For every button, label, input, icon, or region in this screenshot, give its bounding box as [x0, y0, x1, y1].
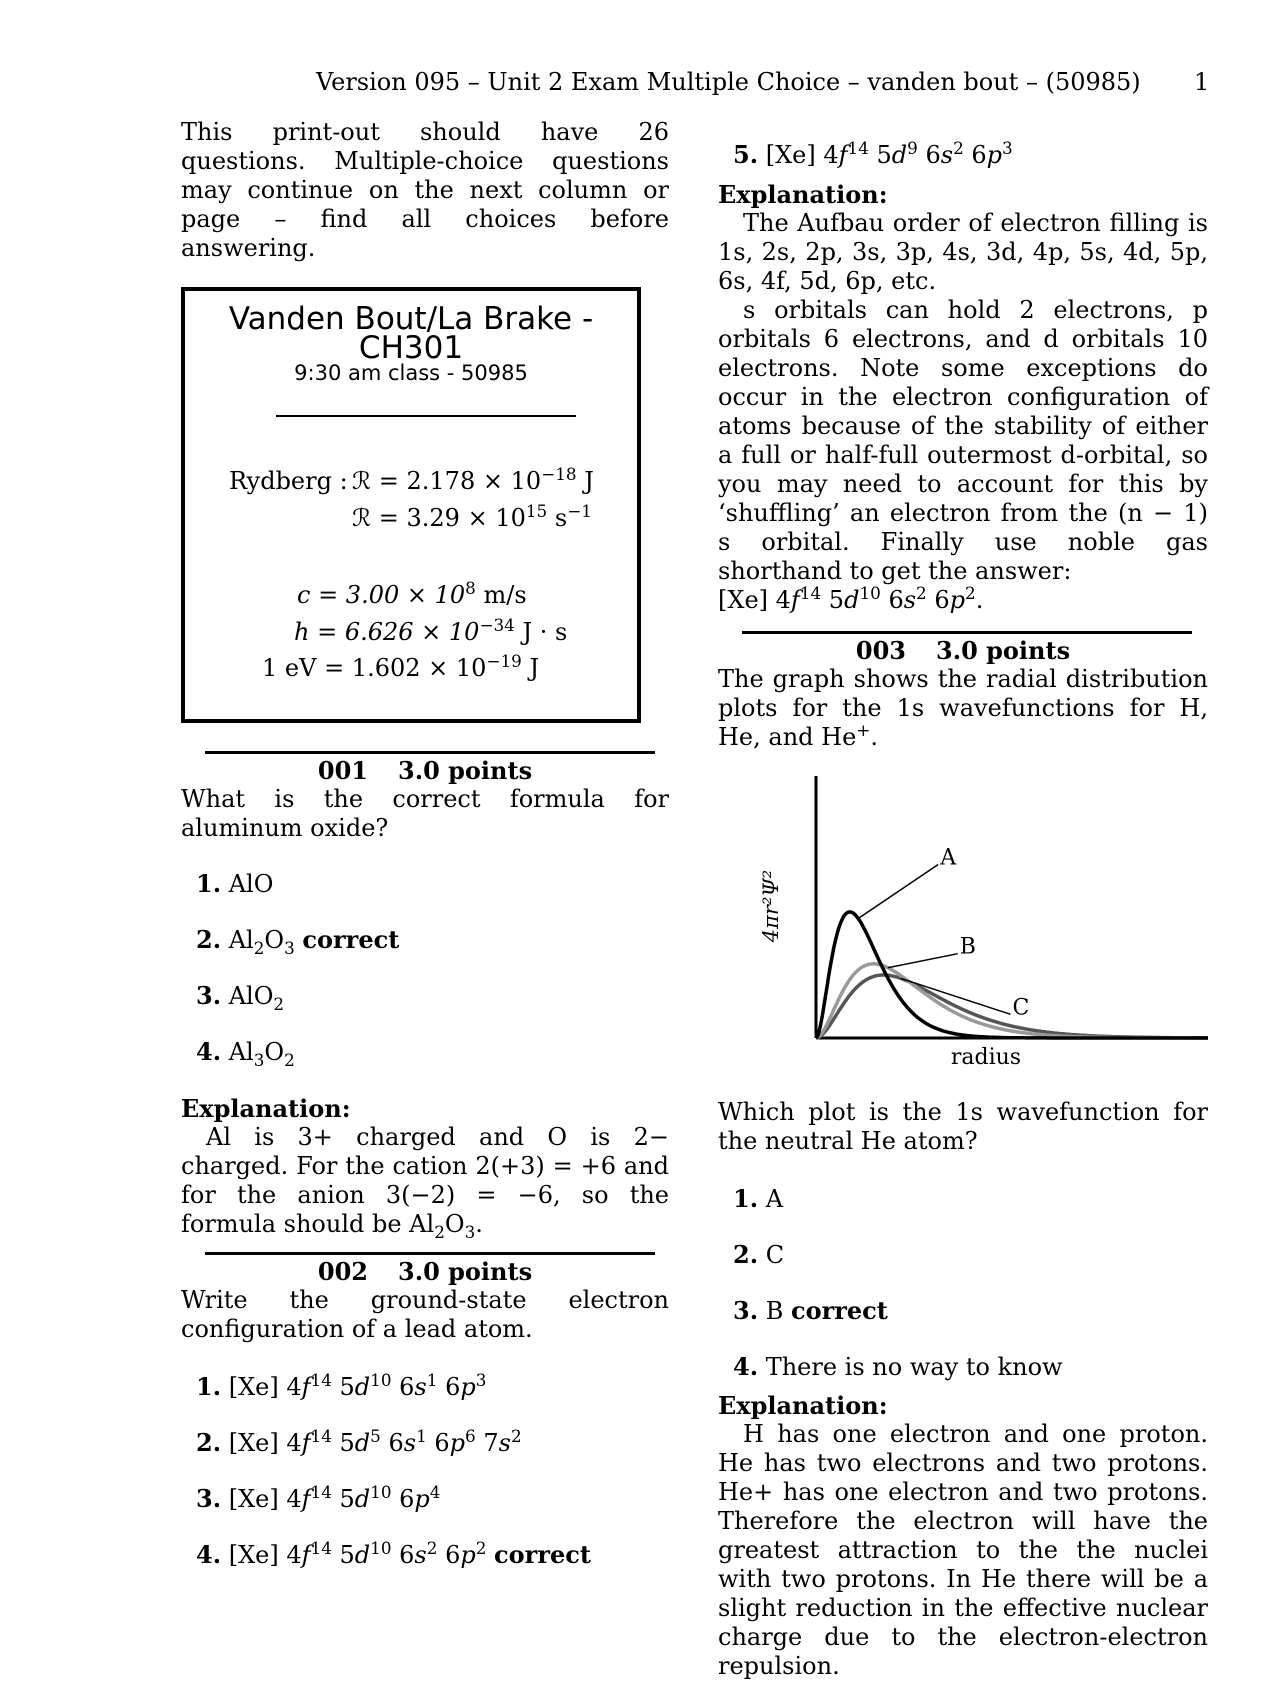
q002-answer: [Xe] $4f^{14}$ $5d^{10}$ $6s^2$ $6p^2$.: [718, 583, 984, 614]
series-B-leader: [888, 954, 958, 968]
q002-choice-5[interactable]: 5. [Xe] $4f^{14}$ $5d^9$ $6s^2$ $6p^3$: [733, 138, 1013, 169]
question-rule: [742, 631, 1192, 634]
explanation: Explanation: H has one electron and one proton. He has two electrons and two protons. He+ has one electron and two protons. Therefore the electron will have the greatest attraction to the the nuclei with two protons. In He there will be a slight reduction in the effective nuclear charge due to the electron-electron repulsion.: [718, 1391, 1208, 1680]
choice-3[interactable]: 3. [Xe] $4f^{14}$ $5d^{10}$ $6p^4$: [196, 1482, 441, 1513]
series-B-label: B: [959, 934, 976, 960]
speed-of-light: $c = 3.00 \times 10^8$ m/s: [297, 578, 527, 609]
series-A-label: A: [940, 845, 957, 871]
explanation: Explanation: Al is 3+ charged and O is 2− charged. For the cation 2(+3) = +6 and for the anion 3(−2) = −6, so the formula should be $Al_2O_3$.: [181, 1094, 669, 1242]
question-001: [181, 751, 669, 1242]
question-text: The graph shows the radial distribution plots for the 1s wavefunctions for H, He, and He+.: [718, 665, 1208, 751]
question-text: What is the correct formula for aluminum oxide?: [181, 785, 669, 842]
rydberg-constant-1: ℛ = $2.178 \times 10^{-18}$ J: [352, 464, 594, 495]
question-header: 002 3.0 points: [317, 1257, 533, 1286]
question-002: [181, 1252, 669, 1570]
choice-1[interactable]: 1. [Xe] $4f^{14}$ $5d^{10}$ $6s^1$ $6p^3$: [196, 1370, 487, 1401]
electron-volt: 1 eV = $1.602 \times 10^{-19}$ J: [262, 651, 540, 682]
choice-3[interactable]: 3. B correct: [733, 1296, 888, 1325]
series-A-leader: [858, 865, 938, 919]
choice-2[interactable]: 2. C: [733, 1240, 785, 1269]
choice-3[interactable]: 3. AlO$_2$: [196, 981, 285, 1014]
chart-svg: [718, 766, 1208, 1096]
page-number: 1: [1194, 68, 1210, 96]
question-prompt: Which plot is the 1s wavefunction for the neutral He atom?: [718, 1098, 1208, 1155]
question-rule: [205, 1252, 655, 1255]
question-header: 003 3.0 points: [855, 636, 1071, 665]
choice-4[interactable]: 4. [Xe] $4f^{14}$ $5d^{10}$ $6s^2$ $6p^2$ correct: [196, 1538, 591, 1569]
question-text: Write the ground-state electron configuration of a lead atom.: [181, 1286, 669, 1343]
choice-4[interactable]: 4. $Al_3O_2$: [196, 1037, 295, 1070]
class-info: 9:30 am class - 50985: [294, 361, 528, 385]
choice-2[interactable]: 2. [Xe] $4f^{14}$ $5d^5$ $6s^1$ $6p^6$ $7s^2$: [196, 1426, 522, 1457]
question-rule: [205, 751, 655, 754]
series-C-label: C: [1012, 995, 1030, 1021]
planck-constant: $h = 6.626 \times 10^{-34}$ J · s: [294, 615, 568, 646]
question-header: 001 3.0 points: [317, 756, 533, 785]
radial-distribution-chart: [718, 766, 1208, 1096]
question-003: [718, 631, 1208, 1681]
rydberg-label: Rydberg :: [229, 467, 348, 495]
constants-box: [181, 287, 641, 723]
choice-1[interactable]: 1. A: [733, 1184, 784, 1213]
y-axis-label: 4πr²Ψ²: [759, 869, 783, 943]
choice-4[interactable]: 4. There is no way to know: [733, 1352, 1063, 1381]
series-C-leader: [901, 978, 1011, 1014]
choice-1[interactable]: 1. AlO: [196, 869, 274, 898]
intro-text: This print-out should have 26 questions. Multiple-choice questions may continue on the next column or page – find all choices before answering.: [181, 118, 669, 262]
right-column: [718, 118, 1208, 1681]
choice-2[interactable]: 2. $Al_2O_3$ correct: [196, 925, 400, 958]
box-divider: [276, 415, 576, 417]
x-axis-label: radius: [950, 1045, 1022, 1070]
course-title: Vanden Bout/La Brake - CH301: [228, 301, 594, 366]
q002-explanation: Explanation: The Aufbau order of electron filling is 1s, 2s, 2p, 3s, 3p, 4s, 3d, 4p, 5s, 4d, 5p, 6s, 4f, 5d, 6p, etc. s orbitals can hold 2 electrons, p orbitals 6 electrons, and d orbitals 10 electrons. Note some exceptions do occur in the electron configuration of atoms because of the stability of either a full or half-full outermost d-orbital, so you may need to account for this by ‘shuffling’ an electron from the (n − 1) s orbital. Finally use noble gas shorthand to get the answer: [Xe] $4f^{14}$ $5d^{10}$ $6s^2$ $6p^2$.: [718, 180, 1208, 614]
header-title: Version 095 – Unit 2 Exam Multiple Choice – vanden bout – (50985): [316, 68, 1141, 96]
rydberg-constant-2: ℛ = $3.29 \times 10^{15}$ $s^{-1}$: [352, 501, 592, 532]
left-column: [181, 118, 669, 1570]
